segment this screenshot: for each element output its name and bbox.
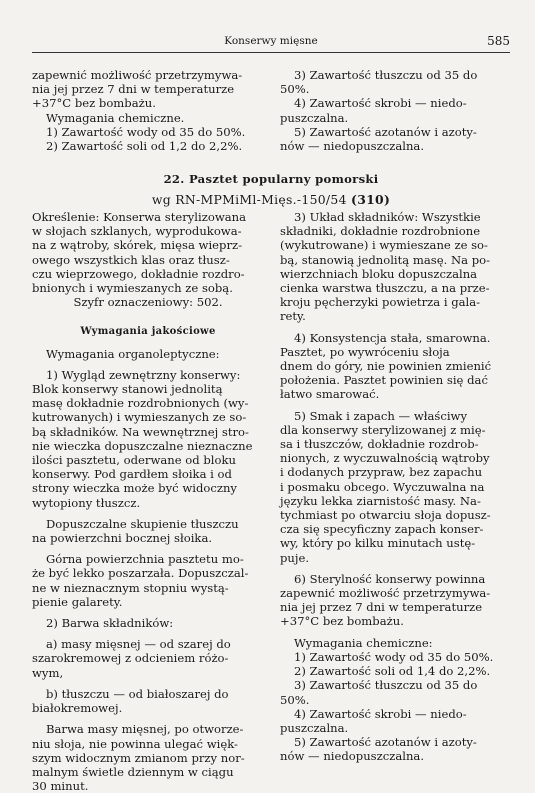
text-line: czu wieprzowego, dokładnie rozdro-	[32, 266, 245, 281]
text-line: 3) Zawartość tłuszczu od 35 do	[294, 68, 478, 82]
text-line: 3) Układ składników: Wszystkie	[294, 210, 481, 224]
text-line: Blok konserwy stanowi jednolitą	[32, 382, 223, 397]
text-line: nionych, z wyczuwalnością wątroby	[280, 451, 490, 466]
text-line: +37°C bez bombażu.	[280, 614, 404, 629]
text-line: Szyfr oznaczeniowy: 502.	[73, 295, 223, 310]
text-line: 5) Zawartość azotanów i azoty-	[294, 124, 477, 139]
text-line: w słojach szklanych, wyprodukowa-	[32, 224, 242, 239]
text-line: 5) Smak i zapach — właściwy	[294, 408, 468, 423]
text-line: 4) Zawartość skrobi — niedo-	[294, 96, 467, 111]
text-line: i dodanych przypraw, bez zapachu	[280, 465, 483, 480]
text-line: Wymagania chemiczne.	[46, 110, 185, 125]
text-line: Górna powierzchnia pasztetu mo-	[46, 552, 244, 567]
text-line: 5) Zawartość azotanów i azoty-	[294, 735, 477, 750]
text-line: puszczalna.	[280, 720, 349, 735]
section-code: (310)	[351, 192, 391, 207]
text-line: białokremowej.	[32, 701, 123, 716]
text-line: położenia. Pasztet powinien się dać	[280, 373, 488, 388]
text-line: wierzchniach bloku dopuszczalna	[280, 266, 478, 281]
text-line: 1) Wygląd zewnętrzny konserwy:	[46, 367, 241, 382]
running-title: Konserwy mięsne	[224, 35, 318, 47]
text-line: 4) Konsystencja stała, smarowna.	[294, 330, 491, 345]
text-line: rety.	[280, 309, 306, 324]
text-line: bą, stanowią jednolitą masę. Na po-	[280, 252, 491, 267]
text-line: łatwo smarować.	[280, 387, 380, 402]
text-line: że być lekko poszarzała. Dopuszczal-	[32, 566, 249, 581]
text-line: puszczalna.	[280, 110, 349, 125]
text-line: 4) Zawartość skrobi — niedo-	[294, 706, 467, 721]
text-line: dla konserwy sterylizowanej z mię-	[280, 422, 486, 437]
text-line: wytopiony tłuszcz.	[32, 495, 141, 510]
text-line: cza się specyficzny zapach konser-	[280, 522, 484, 537]
text-line: języku lekka ziarnistość masy. Na-	[280, 493, 481, 508]
right-column	[280, 210, 512, 764]
text-line: Dopuszczalne skupienie tłuszczu	[46, 516, 239, 531]
text-line: 50%.	[280, 692, 310, 707]
text-line: b) tłuszczu — od białoszarej do	[46, 686, 229, 701]
quality-heading: Wymagania jakościowe	[80, 326, 216, 338]
text-line: zapewnić możliwość przetrzymywa-	[280, 586, 491, 601]
text-line: sa i tłuszczów, dokładnie rozdrob-	[280, 437, 479, 452]
section-standard-line	[32, 192, 510, 207]
section-title: 22. Pasztet popularny pomorski	[163, 172, 379, 186]
top-right-continuation	[280, 68, 512, 153]
text-line: 30 minut.	[32, 779, 89, 793]
text-line: (wykutrowane) i wymieszane ze so-	[280, 238, 488, 253]
text-line: Barwa masy mięsnej, po otworze-	[46, 722, 244, 737]
text-line: Wymagania chemiczne:	[294, 635, 433, 650]
text-line: zapewnić możliwość przetrzymywa-	[32, 68, 243, 82]
text-line: konserwy. Pod gardłem słoika i od	[32, 467, 232, 482]
section-standard: wg RN-MPMiMl-Mięs.-150/54	[151, 192, 347, 207]
text-line: masę dokładnie rozdrobnionych (wy-	[32, 396, 249, 411]
text-line: i posmaku obcego. Wyczuwalna na	[280, 479, 485, 494]
text-line: nie wieczka dopuszczalne nieznaczne	[32, 438, 253, 453]
page-number: 585	[487, 34, 510, 48]
text-line: wym,	[32, 665, 64, 680]
text-line: a) masy mięsnej — od szarej do	[46, 637, 231, 652]
text-line: puje.	[280, 550, 310, 565]
text-line: dnem do góry, nie powinien zmienić	[280, 359, 492, 374]
text-line: kroju pęcherzyki powietrza i gala-	[280, 295, 481, 310]
text-line: 2) Zawartość soli od 1,4 do 2,2%.	[294, 664, 491, 679]
text-line: 3) Zawartość tłuszczu od 35 do	[294, 678, 478, 693]
text-line: bą składników. Na wewnętrznej stro-	[32, 424, 249, 439]
text-line: ilości pasztetu, oderwane od bloku	[32, 453, 236, 468]
text-line: 1) Zawartość wody od 35 do 50%.	[294, 649, 494, 664]
text-line: bnionych i wymieszanych ze sobą.	[32, 281, 233, 296]
running-header	[32, 30, 510, 53]
text-line: szarokremowej z odcieniem różo-	[32, 651, 229, 666]
text-line: 50%.	[280, 82, 310, 97]
text-line: niu słoja, nie powinna ulegać więk-	[32, 736, 238, 751]
top-left-continuation	[32, 68, 264, 153]
text-line: strony wieczka może być widoczny	[32, 481, 237, 496]
text-line: pienie galarety.	[32, 594, 123, 609]
text-line: kutrowanych) i wymieszanych ze so-	[32, 410, 247, 425]
text-line: na z wątroby, skórek, mięsa wieprz-	[32, 238, 243, 253]
text-line: owego wszystkich klas oraz tłusz-	[32, 252, 230, 267]
left-column	[32, 210, 264, 793]
text-line: cienka warstwa tłuszczu, a na prze-	[280, 281, 490, 296]
text-line: tychmiast po otwarciu słoja dopusz-	[280, 508, 491, 523]
text-line: 1) Zawartość wody od 35 do 50%.	[46, 124, 246, 139]
text-line: Określenie: Konserwa sterylizowana	[32, 210, 247, 224]
text-line: składniki, dokładnie rozdrobnione	[280, 224, 481, 239]
text-line: nów — niedopuszczalna.	[280, 139, 425, 154]
text-line: nów — niedopuszczalna.	[280, 749, 425, 764]
text-line: Wymagania organoleptyczne:	[46, 346, 220, 361]
text-line: nia jej przez 7 dni w temperaturze	[280, 600, 483, 615]
text-line: 2) Barwa składników:	[46, 616, 174, 631]
text-line: Pasztet, po wywróceniu słoja	[280, 344, 450, 359]
section-heading	[32, 172, 510, 207]
text-line: +37°C bez bombażu.	[32, 96, 156, 111]
text-line: ne w nieznacznym stopniu wystą-	[32, 580, 229, 595]
text-line: 6) Sterylność konserwy powinna	[294, 571, 486, 586]
text-line: wy, który po kilku minutach ustę-	[280, 536, 476, 551]
text-line: malnym świetle dziennym w ciągu	[32, 764, 234, 779]
text-line: nia jej przez 7 dni w temperaturze	[32, 82, 235, 97]
text-line: na powierzchni bocznej słoika.	[32, 531, 213, 546]
text-line: szym widocznym zmianom przy nor-	[32, 750, 245, 765]
text-line: 2) Zawartość soli od 1,2 do 2,2%.	[46, 139, 243, 154]
